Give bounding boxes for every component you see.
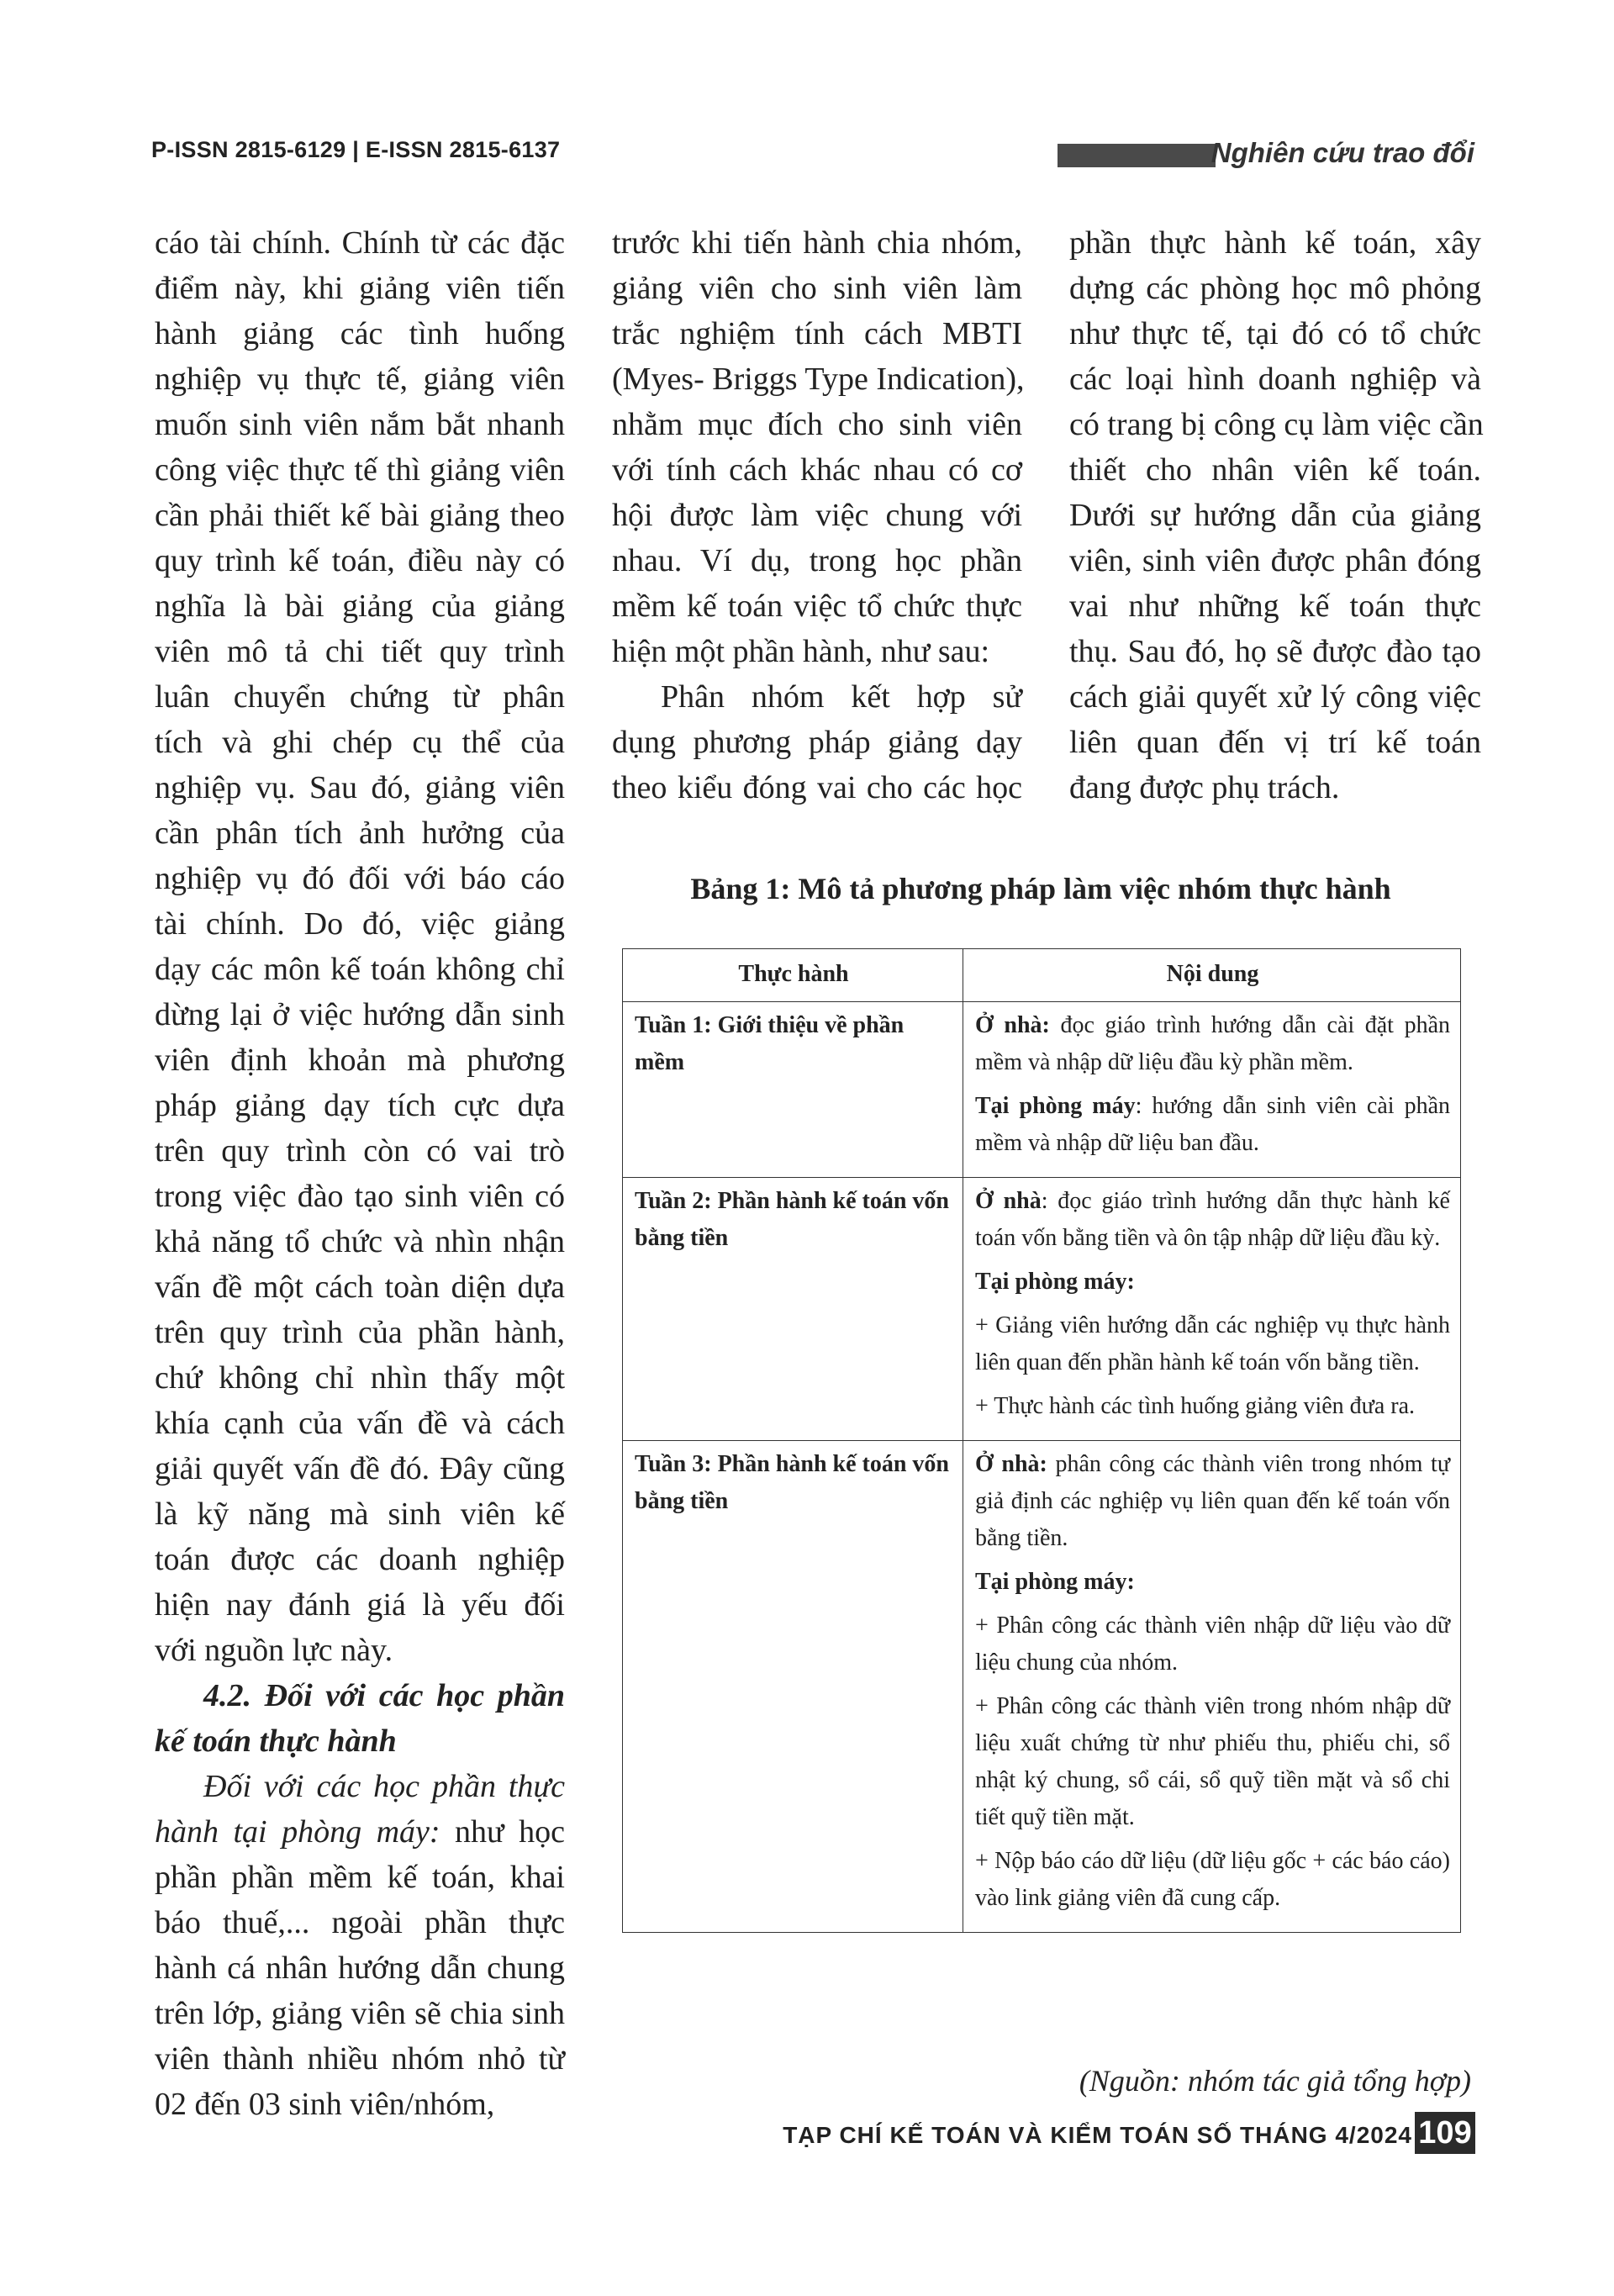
italic-intro-span: hành tại phòng máy: <box>155 1814 440 1850</box>
text-line: Phân nhóm kết hợp sử <box>661 679 1022 715</box>
text-line: viên thành nhiều nhóm nhỏ từ <box>155 2041 565 2077</box>
column-2-paragraph <box>612 220 1025 674</box>
header-bar <box>1058 144 1216 167</box>
lab-text: : hướng dẫn sinh viên cài phần mềm và nhập dữ liệu ban đầu. <box>975 1093 1450 1156</box>
text-line: trên quy trình của phần hành, <box>155 1315 565 1350</box>
text-line: nghiệp vụ thực tế, giảng viên <box>155 362 565 397</box>
lab-task <box>975 1088 1450 1162</box>
intro-line-2 <box>155 1809 565 1855</box>
text-line: hiện nay đánh giá là yếu đối <box>155 1587 565 1623</box>
text-line: hành giảng các tình huống <box>155 316 565 351</box>
text-line: cáo tài chính. Chính từ các đặc <box>155 225 565 261</box>
text-line: nghiệp vụ đó đối với báo cáo <box>155 861 565 896</box>
text-line: như thực tế, tại đó có tổ chức <box>1069 316 1481 351</box>
week-cell: Tuần 2: Phần hành kế toán vốn bằng tiền <box>623 1178 963 1441</box>
text-line: liên quan đến vị trí kế toán <box>1069 725 1481 760</box>
text-line: trắc nghiệm tính cách MBTI <box>612 316 1022 351</box>
text-line: trước khi tiến hành chia nhóm, <box>612 225 1022 261</box>
text-line: mềm kế toán việc tổ chức thực <box>612 589 1022 624</box>
column-2 <box>612 220 1025 810</box>
text-line: dụng phương pháp giảng dạy <box>612 725 1022 760</box>
text-line: quy trình kế toán, điều này có <box>155 543 565 578</box>
intro-rest-span: như học <box>440 1814 566 1850</box>
table-title: Bảng 1: Mô tả phương pháp làm việc nhóm thực hành <box>690 872 1391 905</box>
text-line: khía cạnh của vấn đề và cách <box>155 1406 565 1441</box>
text-line: nghĩa là bài giảng của giảng <box>155 589 565 624</box>
lab-label: Tại phòng máy: <box>975 1269 1135 1295</box>
home-text: đọc giáo trình hướng dẫn cài đặt phần mềm và nhập dữ liệu đầu kỳ phần mềm. <box>975 1012 1451 1075</box>
text-line: hội được làm việc chung với <box>612 498 1022 533</box>
text-line: là kỹ năng mà sinh viên kế <box>155 1496 565 1532</box>
text-line: vai như những kế toán thực <box>1069 589 1481 624</box>
column-2-paragraph-2 <box>612 674 1022 810</box>
home-text: phân công các thành viên trong nhóm tự giả định các nghiệp vụ liên quan đến kế toán vốn bằng tiền. <box>975 1451 1450 1551</box>
text-line: viên định khoản mà phương <box>155 1042 565 1078</box>
text-line: vấn đề một cách toàn diện dựa <box>155 1269 565 1305</box>
text-line: pháp giảng dạy tích cực dựa <box>155 1088 565 1123</box>
text-line: nhằm mục đích cho sinh viên <box>612 407 1022 442</box>
text-line: dựng các phòng học mô phỏng <box>1069 271 1481 306</box>
text-line: đang được phụ trách. <box>1069 770 1340 805</box>
text-line: báo thuế,... ngoài phần thực <box>155 1905 565 1940</box>
text-line: công việc thực tế thì giảng viên <box>155 452 565 488</box>
text-line: cách giải quyết xử lý công việc <box>1069 679 1481 715</box>
table-source: (Nguồn: nhóm tác giả tổng hợp) <box>1079 2064 1471 2098</box>
column-1-paragraph <box>155 220 565 1673</box>
section-title: Nghiên cứu trao đổi <box>1210 137 1474 168</box>
home-label: Ở nhà: <box>975 1451 1047 1477</box>
text-line: trên quy trình còn có vai trò <box>155 1133 565 1169</box>
lab-item: + Phân công các thành viên trong nhóm nhập dữ liệu xuất chứng từ như phiếu thu, phiếu chi, sổ nhật ký chung, sổ cái, sổ quỹ tiền mặt và sổ chi tiết quỹ tiền mặt. <box>975 1693 1450 1830</box>
text-line: (Myes- Briggs Type Indication), <box>612 362 1025 397</box>
text-line: chứ không chỉ nhìn thấy một <box>155 1360 565 1396</box>
column-3 <box>1069 220 1484 810</box>
text-line: viên mô tả chi tiết quy trình <box>155 634 565 669</box>
subheading-line-2: kế toán thực hành <box>155 1723 397 1759</box>
text-line: trong việc đào tạo sinh viên có <box>155 1179 565 1214</box>
lab-item: + Thực hành các tình huống giảng viên đưa ra. <box>975 1393 1416 1419</box>
text-line: tài chính. Do đó, việc giảng <box>155 906 565 942</box>
content-cell <box>963 1178 1461 1441</box>
text-line: dạy các môn kế toán không chỉ <box>155 952 565 987</box>
column-1 <box>155 220 565 2127</box>
table-row <box>623 1441 1461 1933</box>
text-line: với nguồn lực này. <box>155 1633 393 1668</box>
text-line: khả năng tổ chức và nhìn nhận <box>155 1224 565 1259</box>
text-line: dừng lại ở việc hướng dẫn sinh <box>155 997 565 1032</box>
home-task <box>975 1446 1450 1557</box>
header-content: Nội dung <box>963 949 1461 1002</box>
text-line: Dưới sự hướng dẫn của giảng <box>1069 498 1481 533</box>
text-line: điểm này, khi giảng viên tiến <box>155 271 565 306</box>
page-number: 109 <box>1415 2112 1475 2154</box>
lab-item: + Giảng viên hướng dẫn các nghiệp vụ thực hành liên quan đến phần hành kế toán vốn bằng tiền. <box>975 1312 1450 1375</box>
text-line: với tính cách khác nhau có cơ <box>612 452 1022 488</box>
text-line: luân chuyển chứng từ phân <box>155 679 565 715</box>
lab-item: + Phân công các thành viên nhập dữ liệu vào dữ liệu chung của nhóm. <box>975 1612 1450 1676</box>
home-task <box>975 1007 1450 1081</box>
text-line: toán được các doanh nghiệp <box>155 1542 565 1577</box>
text-line: trên lớp, giảng viên sẽ chia sinh <box>155 1996 565 2031</box>
text-line: muốn sinh viên nắm bắt nhanh <box>155 407 565 442</box>
home-label: Ở nhà <box>975 1188 1042 1214</box>
text-line: phần phần mềm kế toán, khai <box>155 1860 565 1895</box>
text-line: cần phải thiết kế bài giảng theo <box>155 498 565 533</box>
practice-table <box>622 948 1461 1933</box>
lab-item: + Nộp báo cáo dữ liệu (dữ liệu gốc + các báo cáo) vào link giảng viên đã cung cấp. <box>975 1848 1450 1911</box>
week-cell: Tuần 1: Giới thiệu về phần mềm <box>623 1002 963 1178</box>
column-3-paragraph <box>1069 220 1484 810</box>
content-cell <box>963 1002 1461 1178</box>
lab-label: Tại phòng máy: <box>975 1569 1135 1595</box>
home-text: : đọc giáo trình hướng dẫn thực hành kế toán vốn bằng tiền và ôn tập nhập dữ liệu đầu kỳ. <box>975 1188 1450 1251</box>
table-row <box>623 1002 1461 1178</box>
text-line: hiện một phần hành, như sau: <box>612 634 990 669</box>
text-line: thụ. Sau đó, họ sẽ được đào tạo <box>1069 634 1481 669</box>
journal-footer: TẠP CHÍ KẾ TOÁN VÀ KIỂM TOÁN SỐ THÁNG 4/2024 <box>783 2122 1412 2148</box>
text-line: nghiệp vụ. Sau đó, giảng viên <box>155 770 565 805</box>
text-line: thiết cho nhân viên kế toán. <box>1069 452 1481 488</box>
lab-task <box>975 1564 1450 1601</box>
text-line: hành cá nhân hướng dẫn chung <box>155 1950 565 1986</box>
text-line: 02 đến 03 sinh viên/nhóm, <box>155 2087 495 2122</box>
text-line: giảng viên cho sinh viên làm <box>612 271 1022 306</box>
subheading-line-1: 4.2. Đối với các học phần <box>203 1678 565 1713</box>
home-task <box>975 1183 1450 1257</box>
table-header-row <box>623 949 1461 1002</box>
text-line: có trang bị công cụ làm việc cần <box>1069 407 1484 442</box>
issn-header: P-ISSN 2815-6129 | E-ISSN 2815-6137 <box>151 137 561 162</box>
week-cell: Tuần 3: Phần hành kế toán vốn bằng tiền <box>623 1441 963 1933</box>
text-line: theo kiểu đóng vai cho các học <box>612 770 1022 805</box>
text-line: các loại hình doanh nghiệp và <box>1069 362 1481 397</box>
text-line: cần phân tích ảnh hưởng của <box>155 815 565 851</box>
content-cell <box>963 1441 1461 1933</box>
text-line: viên, sinh viên được phân đóng <box>1069 543 1481 578</box>
home-label: Ở nhà: <box>975 1012 1050 1038</box>
lab-task <box>975 1264 1450 1301</box>
italic-intro-line: Đối với các học phần thực <box>203 1769 565 1804</box>
lab-label: Tại phòng máy <box>975 1093 1136 1119</box>
text-line: tích và ghi chép cụ thể của <box>155 725 565 760</box>
text-line: phần thực hành kế toán, xây <box>1069 225 1481 261</box>
text-line: nhau. Ví dụ, trong học phần <box>612 543 1022 578</box>
header-practice: Thực hành <box>623 949 963 1002</box>
column-1-paragraph-2 <box>155 1855 565 2127</box>
text-line: giải quyết vấn đề đó. Đây cũng <box>155 1451 565 1486</box>
table-row <box>623 1178 1461 1441</box>
